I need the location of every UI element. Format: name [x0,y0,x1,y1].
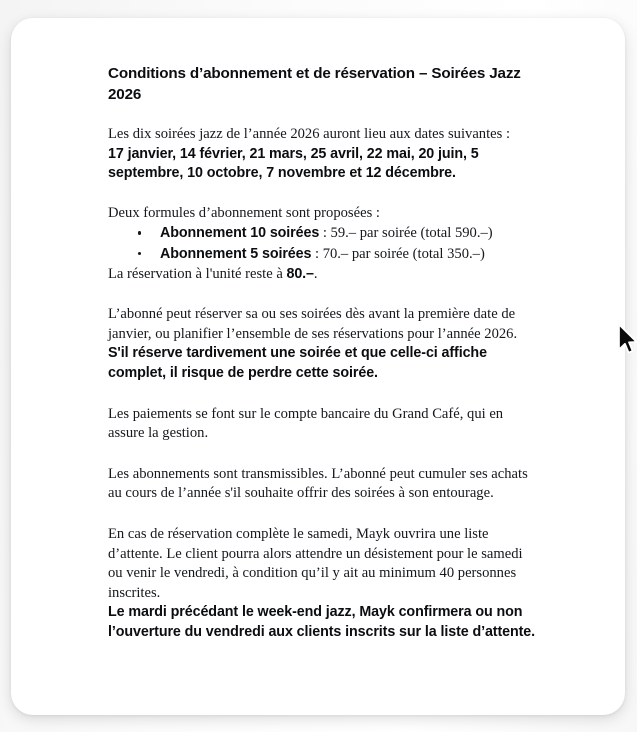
transfer-body-text: Les abonnements sont transmissibles. L’abonné peut cumuler ses achats au cours de l’année s'il souhaite offrir des soirées à son entourage. [108,465,528,502]
reservation-section [108,305,538,383]
unit-price-value: 80.– [286,265,314,282]
formulas-list [108,223,538,264]
formula-label: Abonnement 5 soirées [160,245,312,262]
unit-price-prefix: La réservation à l'unité reste à [108,265,287,282]
waiting-list-body-text: En cas de réservation complète le samedi, Mayk ouvrira une liste d’attente. Le client pourra alors attendre un désistement pour le samedi ou venir le vendredi, à condition qu’il y ait au minimum 40 personnes inscrites. [108,525,523,601]
payments-body-text: Les paiements se font sur le compte bancaire du Grand Café, qui en assure la gestion. [108,405,504,442]
payments-section [108,405,538,444]
formula-price: : 70.– par soirée (total 350.–) [311,245,485,262]
formula-label: Abonnement 10 soirées [160,225,320,242]
unit-price-suffix: . [313,265,318,282]
formula-price: : 59.– par soirée (total 590.–) [319,225,493,242]
intro-lead-text: Les dix soirées jazz de l’année 2026 auront lieu aux dates suivantes : [108,126,511,142]
document-card [11,18,625,715]
list-item [108,244,538,265]
bullet-point-icon [138,231,141,234]
intro-dates-text: 17 janvier, 14 février, 21 mars, 25 avril, 22 mai, 20 juin, 5 septembre, 10 octobre, 7 novembre et 12 décembre. [108,145,479,182]
unit-price-line [108,265,538,285]
intro-section [108,125,538,184]
formulas-lead-text: Deux formules d’abonnement sont proposées : [108,204,380,221]
list-item [108,223,538,244]
formulas-section [108,204,538,284]
bullet-point-icon [138,252,141,255]
document-body [108,64,538,642]
reservation-warning-text: S'il réserve tardivement une soirée et que celle-ci affiche complet, il risque de perdre cette soirée. [108,345,487,381]
reservation-body-text: L’abonné peut réserver sa ou ses soirées dès avant la première date de janvier, ou planifier l’ensemble de ses réservations pour l’année 2026. [108,306,518,342]
waiting-list-notice-text: Le mardi précédant le week-end jazz, Mayk confirmera ou non l’ouverture du vendredi aux clients inscrits sur la liste d’attente. [108,604,536,640]
transfer-section [108,465,538,504]
waiting-list-section [108,525,538,643]
page-title: Conditions d’abonnement et de réservation – Soirées Jazz 2026 [108,65,521,103]
